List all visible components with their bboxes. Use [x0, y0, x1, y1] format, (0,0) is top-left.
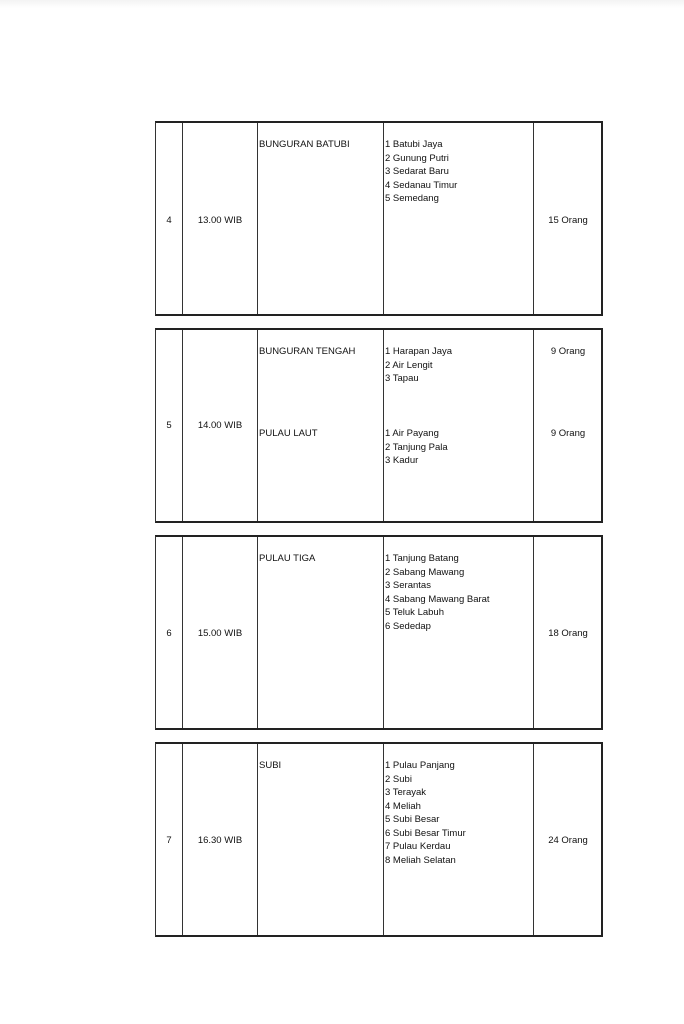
row-time: 15.00 WIB	[197, 628, 243, 639]
kecamatan-name: BUNGURAN BATUBI	[259, 139, 350, 150]
column-divider	[383, 123, 384, 314]
column-divider	[533, 330, 534, 521]
village-item: 7 Pulau Kerdau	[385, 841, 451, 852]
kecamatan-name: SUBI	[259, 760, 282, 771]
village-item: 3 Kadur	[385, 455, 419, 466]
column-divider	[257, 123, 258, 314]
village-item: 3 Terayak	[385, 787, 427, 798]
village-item: 6 Subi Besar Timur	[385, 827, 466, 839]
village-item: 3 Serantas	[385, 580, 431, 591]
participant-count: 24 Orang	[548, 835, 588, 846]
village-list	[385, 427, 448, 468]
schedule-row-6	[155, 535, 603, 730]
scan-edge	[0, 0, 684, 8]
column-divider	[383, 537, 384, 728]
village-item: 4 Sedanau Timur	[385, 179, 458, 191]
village-item: 1 Harapan Jaya	[385, 346, 453, 357]
village-item: 2 Air Lengit	[385, 359, 433, 371]
village-item: 1 Tanjung Batang	[385, 553, 459, 564]
schedule-row-7	[155, 742, 603, 937]
row-number: 5	[166, 420, 172, 431]
village-item: 4 Sabang Mawang Barat	[385, 593, 490, 605]
kecamatan-name: PULAU TIGA	[259, 553, 316, 564]
village-item: 8 Meliah Selatan	[385, 854, 456, 866]
column-divider	[383, 744, 384, 935]
village-item: 1 Pulau Panjang	[385, 760, 455, 771]
village-list	[385, 345, 452, 386]
row-time: 13.00 WIB	[197, 215, 243, 226]
village-item: 2 Subi	[385, 773, 412, 785]
kecamatan-name: BUNGURAN TENGAH	[259, 346, 356, 357]
row-number: 4	[166, 215, 172, 226]
village-list	[385, 552, 490, 633]
village-list	[385, 759, 466, 867]
village-item: 2 Sabang Mawang	[385, 566, 465, 578]
participant-count: 9 Orang	[550, 346, 586, 357]
village-item: 5 Semedang	[385, 193, 439, 204]
village-item: 6 Sededap	[385, 620, 431, 632]
row-number: 7	[166, 835, 172, 846]
village-item: 2 Tanjung Pala	[385, 441, 448, 453]
column-divider	[257, 744, 258, 935]
village-item: 3 Sedarat Baru	[385, 166, 449, 177]
village-item: 1 Batubi Jaya	[385, 139, 443, 150]
participant-count: 9 Orang	[550, 428, 586, 439]
village-item: 2 Gunung Putri	[385, 152, 449, 164]
village-item: 5 Subi Besar	[385, 814, 440, 825]
column-divider	[383, 330, 384, 521]
row-number: 6	[166, 628, 172, 639]
village-list	[385, 138, 457, 206]
schedule-row-5	[155, 328, 603, 523]
kecamatan-name: PULAU LAUT	[259, 428, 318, 439]
row-time: 14.00 WIB	[197, 420, 243, 431]
participant-count: 15 Orang	[548, 215, 588, 226]
village-item: 4 Meliah	[385, 800, 421, 812]
participant-count: 18 Orang	[548, 628, 588, 639]
column-divider	[257, 330, 258, 521]
schedule-row-4	[155, 121, 603, 316]
column-divider	[257, 537, 258, 728]
village-item: 1 Air Payang	[385, 428, 439, 439]
village-item: 5 Teluk Labuh	[385, 607, 444, 618]
village-item: 3 Tapau	[385, 373, 419, 384]
row-time: 16.30 WIB	[197, 835, 243, 846]
